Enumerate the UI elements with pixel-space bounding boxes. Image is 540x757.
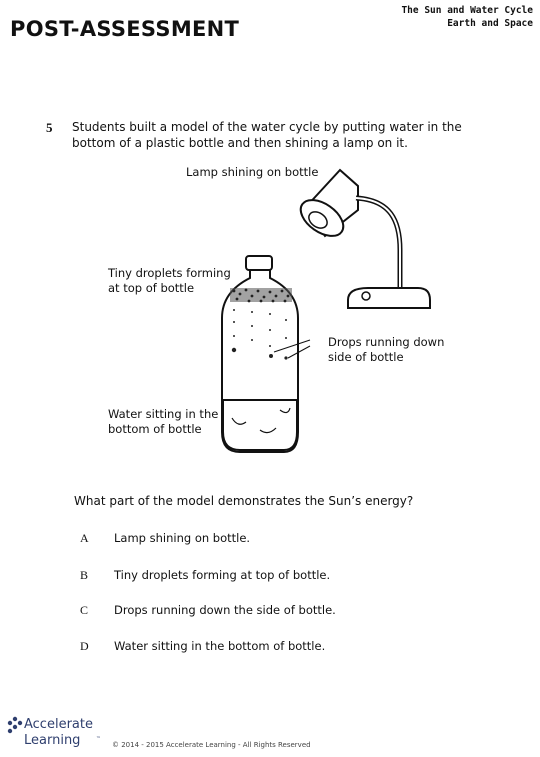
label-drops-line2: side of bottle — [328, 350, 404, 364]
unit-title: The Sun and Water Cycle — [401, 5, 533, 16]
question-prompt: What part of the model demonstrates the Sun’s energy? — [74, 494, 414, 508]
label-droplets-line1: Tiny droplets forming — [108, 266, 231, 280]
question-text: Students built a model of the water cycle by putting water in the bottom of a plastic bottle and then shining a lamp on it. — [72, 120, 462, 150]
accelerate-learning-logo — [4, 711, 112, 757]
label-drops-line1: Drops running down — [328, 335, 445, 349]
option-letter: C — [80, 603, 89, 617]
answer-option-d[interactable] — [80, 639, 325, 654]
answer-option-b[interactable] — [80, 568, 330, 583]
label-lamp: Lamp shining on bottle — [186, 165, 319, 179]
logo-text-line1: Accelerate — [24, 717, 93, 732]
option-letter: D — [80, 639, 89, 653]
label-droplets-line2: at top of bottle — [108, 281, 195, 295]
label-water-line2: bottom of bottle — [108, 422, 202, 436]
logo-trademark: ™ — [96, 736, 101, 742]
unit-subject: Earth and Space — [447, 18, 533, 29]
answer-option-a[interactable] — [80, 531, 250, 546]
copyright-notice: © 2014 - 2015 Accelerate Learning - All Rights Reserved — [112, 741, 311, 749]
logo-text-line2: Learning — [24, 733, 81, 748]
lamp-illustration — [294, 170, 430, 308]
water-cycle-model-diagram — [100, 160, 460, 460]
option-letter: B — [80, 568, 89, 582]
label-water-line1: Water sitting in the — [108, 407, 219, 421]
answer-option-c[interactable] — [80, 603, 336, 618]
label-leader-lines — [274, 340, 310, 358]
option-text: Water sitting in the bottom of bottle. — [114, 639, 326, 653]
unit-info — [401, 4, 533, 30]
logo-mark-icon — [4, 711, 112, 753]
option-text: Drops running down the side of bottle. — [114, 603, 336, 617]
option-letter: A — [80, 531, 89, 545]
option-text: Lamp shining on bottle. — [114, 531, 251, 545]
bottle-illustration — [222, 256, 298, 452]
question-number: 5 — [46, 120, 53, 135]
option-text: Tiny droplets forming at top of bottle. — [114, 568, 331, 582]
page-title: POST-ASSESSMENT — [10, 17, 240, 41]
